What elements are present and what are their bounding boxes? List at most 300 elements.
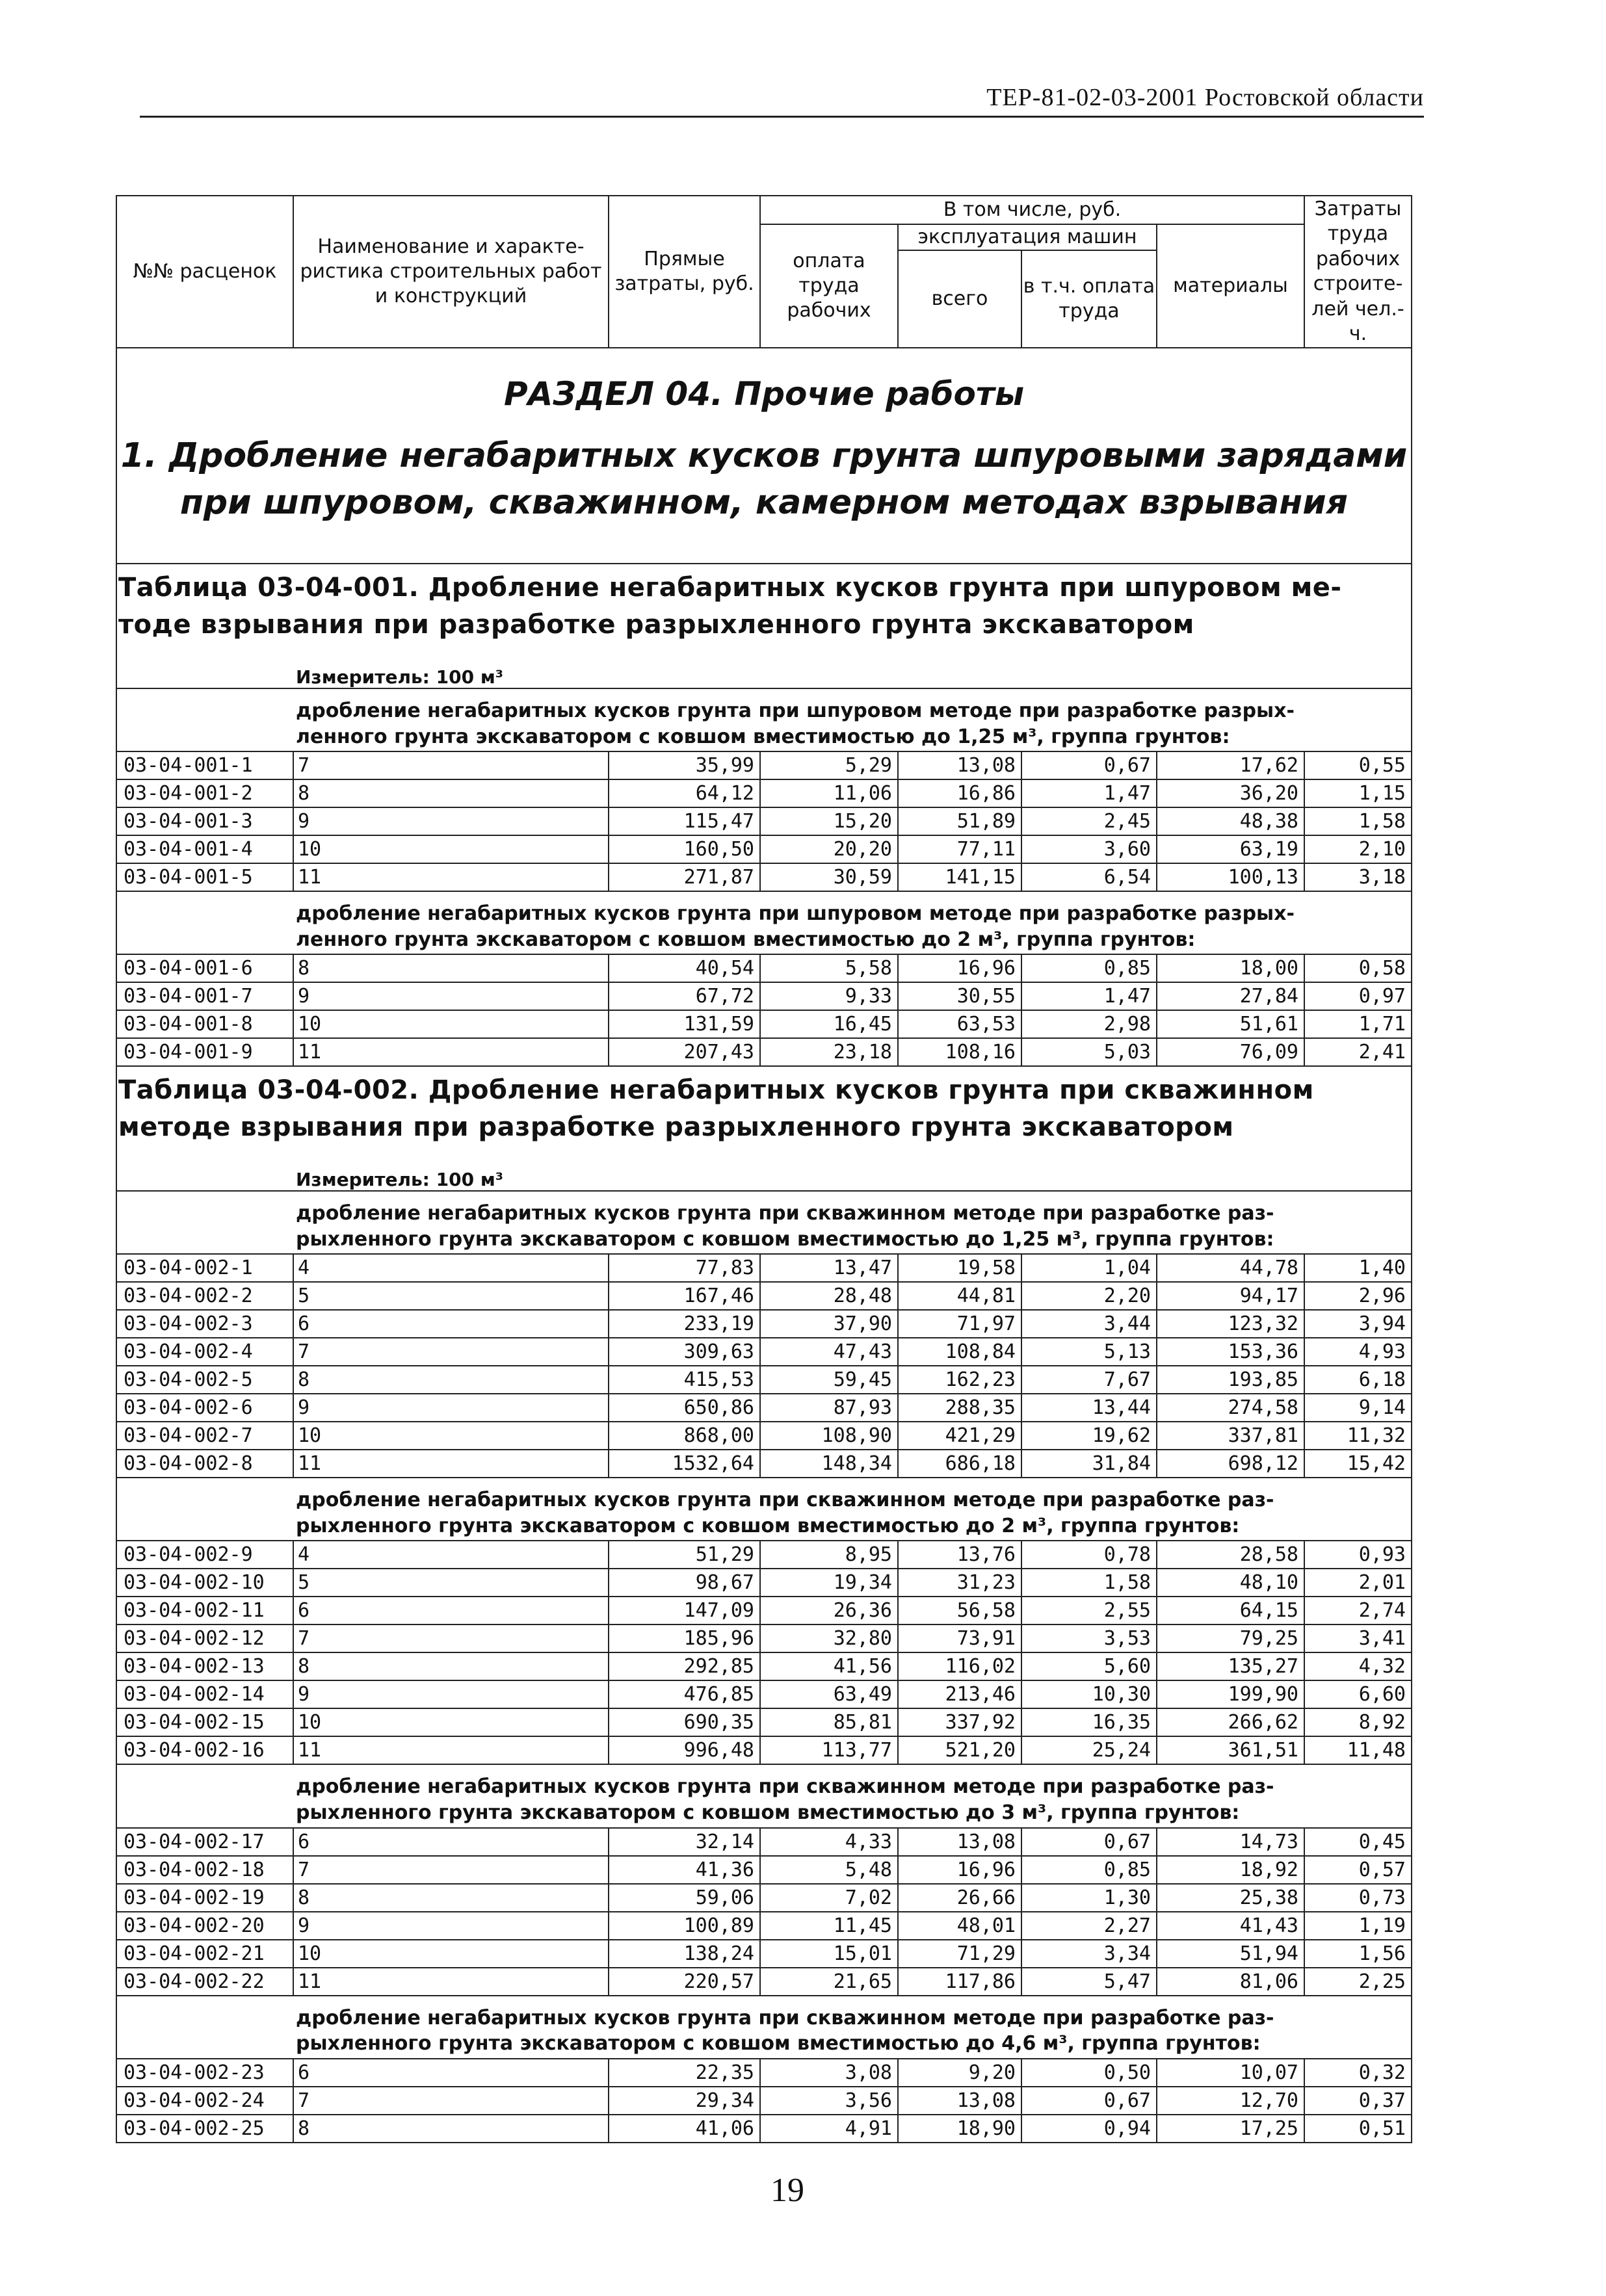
table-row [116,1828,1412,1856]
col-header-direct: Прямые затраты, руб. [609,196,760,348]
soil-group: 6 [293,1310,609,1338]
labor-costs: 2,25 [1304,1968,1412,1996]
header-row [116,196,1412,224]
rate-code: 03-04-002-19 [116,1884,293,1912]
direct-costs: 32,14 [609,1828,760,1856]
materials: 41,43 [1157,1912,1304,1940]
machines-total: 521,20 [898,1736,1021,1764]
soil-group: 6 [293,2059,609,2087]
machines-total: 71,29 [898,1940,1021,1968]
machines-total: 13,08 [898,2087,1021,2115]
machines-total: 337,92 [898,1708,1021,1736]
rate-code: 03-04-002-12 [116,1624,293,1652]
labor-pay: 15,01 [760,1940,898,1968]
materials: 48,10 [1157,1569,1304,1597]
rate-code: 03-04-002-2 [116,1282,293,1310]
table-row [116,2115,1412,2143]
labor-pay: 20,20 [760,835,898,863]
rate-code: 03-04-001-5 [116,863,293,891]
labor-costs: 6,18 [1304,1366,1412,1394]
meter [116,1155,1412,1191]
soil-group: 4 [293,1254,609,1282]
rate-code: 03-04-002-14 [116,1680,293,1708]
subsection-title-line2: при шпуровом, скважинном, камерном методах взрывания [179,483,1349,523]
table-row [116,1652,1412,1680]
rate-code: 03-04-001-3 [116,807,293,835]
table-row [116,1366,1412,1394]
header-rule [140,116,1424,118]
machines-labor-pay: 3,44 [1021,1310,1157,1338]
table-row [116,2059,1412,2087]
materials: 18,00 [1157,954,1304,982]
direct-costs: 271,87 [609,863,760,891]
materials: 64,15 [1157,1597,1304,1624]
labor-pay: 87,93 [760,1394,898,1422]
table-row [116,1010,1412,1038]
direct-costs: 29,34 [609,2087,760,2115]
direct-costs: 220,57 [609,1968,760,1996]
labor-pay: 5,48 [760,1856,898,1884]
soil-group: 8 [293,2115,609,2143]
materials: 153,36 [1157,1338,1304,1366]
materials: 100,13 [1157,863,1304,891]
machines-total: 26,66 [898,1884,1021,1912]
materials: 79,25 [1157,1624,1304,1652]
machines-labor-pay: 1,47 [1021,982,1157,1010]
machines-total: 213,46 [898,1680,1021,1708]
labor-pay: 13,47 [760,1254,898,1282]
col-header-name: Наименование и характе-ристика строительных работ и конструкций [293,196,609,348]
table-row [116,1038,1412,1066]
soil-group: 6 [293,1828,609,1856]
materials: 94,17 [1157,1282,1304,1310]
machines-labor-pay: 6,54 [1021,863,1157,891]
materials: 135,27 [1157,1652,1304,1680]
machines-labor-pay: 2,45 [1021,807,1157,835]
direct-costs: 138,24 [609,1940,760,1968]
soil-group: 7 [293,751,609,779]
soil-group: 5 [293,1282,609,1310]
labor-pay: 32,80 [760,1624,898,1652]
labor-pay: 3,08 [760,2059,898,2087]
labor-costs: 0,55 [1304,751,1412,779]
labor-pay: 9,33 [760,982,898,1010]
soil-group: 8 [293,1366,609,1394]
labor-pay: 5,29 [760,751,898,779]
machines-labor-pay: 3,60 [1021,835,1157,863]
machines-labor-pay: 3,53 [1021,1624,1157,1652]
direct-costs: 100,89 [609,1912,760,1940]
rate-code: 03-04-002-22 [116,1968,293,1996]
table-row [116,954,1412,982]
machines-total: 288,35 [898,1394,1021,1422]
machines-labor-pay: 2,27 [1021,1912,1157,1940]
machines-total: 44,81 [898,1282,1021,1310]
machines-total: 117,86 [898,1968,1021,1996]
labor-pay: 113,77 [760,1736,898,1764]
labor-pay: 4,91 [760,2115,898,2143]
machines-labor-pay: 1,30 [1021,1884,1157,1912]
table-row [116,1541,1412,1569]
table-row [116,1736,1412,1764]
machines-total: 56,58 [898,1597,1021,1624]
direct-costs: 476,85 [609,1680,760,1708]
direct-costs: 996,48 [609,1736,760,1764]
direct-costs: 35,99 [609,751,760,779]
direct-costs: 98,67 [609,1569,760,1597]
machines-labor-pay: 0,85 [1021,1856,1157,1884]
machines-labor-pay: 5,47 [1021,1968,1157,1996]
group-title-line1: дробление негабаритных кусков грунта при скважинном методе при разработке раз- [296,1201,1274,1225]
machines-labor-pay: 31,84 [1021,1450,1157,1478]
col-header-machines: эксплуатация машин [898,224,1157,250]
labor-pay: 4,33 [760,1828,898,1856]
table-title-line2: тоде взрывания при разработке разрыхленного грунта экскаватором [118,610,1194,640]
table-title-line1: Таблица 03-04-002. Дробление негабаритных кусков грунта при скважинном [118,1075,1314,1106]
rate-code: 03-04-002-11 [116,1597,293,1624]
col-header-labor-costs: Затраты труда рабочих строите-лей чел.-ч. [1304,196,1412,348]
labor-pay: 30,59 [760,863,898,891]
rate-code: 03-04-002-4 [116,1338,293,1366]
soil-group: 7 [293,1856,609,1884]
table-row [116,1708,1412,1736]
meter-row [116,1155,1412,1191]
soil-group: 9 [293,1912,609,1940]
labor-costs: 4,93 [1304,1338,1412,1366]
rate-code: 03-04-002-17 [116,1828,293,1856]
labor-costs: 0,58 [1304,954,1412,982]
rate-code: 03-04-002-23 [116,2059,293,2087]
labor-costs: 3,18 [1304,863,1412,891]
labor-costs: 11,48 [1304,1736,1412,1764]
rate-code: 03-04-002-10 [116,1569,293,1597]
table-title-line1: Таблица 03-04-001. Дробление негабаритных кусков грунта при шпуровом ме- [118,573,1342,603]
soil-group: 11 [293,1038,609,1066]
machines-labor-pay: 3,34 [1021,1940,1157,1968]
materials: 193,85 [1157,1366,1304,1394]
materials: 18,92 [1157,1856,1304,1884]
table-row [116,1680,1412,1708]
rate-code: 03-04-001-4 [116,835,293,863]
machines-total: 108,84 [898,1338,1021,1366]
machines-labor-pay: 0,50 [1021,2059,1157,2087]
labor-pay: 63,49 [760,1680,898,1708]
direct-costs: 51,29 [609,1541,760,1569]
group-title-line2: рыхленного грунта экскаватором с ковшом вместимостью до 4,6 м³, группа грунтов: [296,2032,1261,2055]
materials: 81,06 [1157,1968,1304,1996]
table-row [116,1884,1412,1912]
machines-labor-pay: 5,60 [1021,1652,1157,1680]
materials: 698,12 [1157,1450,1304,1478]
meter-row [116,653,1412,688]
table-title-line2: методе взрывания при разработке разрыхленного грунта экскаватором [118,1112,1234,1143]
direct-costs: 650,86 [609,1394,760,1422]
table-row [116,1856,1412,1884]
labor-pay: 148,34 [760,1450,898,1478]
machines-labor-pay: 0,78 [1021,1541,1157,1569]
materials: 17,25 [1157,2115,1304,2143]
direct-costs: 147,09 [609,1597,760,1624]
table-row [116,1968,1412,1996]
labor-pay: 23,18 [760,1038,898,1066]
machines-total: 31,23 [898,1569,1021,1597]
labor-costs: 11,32 [1304,1422,1412,1450]
direct-costs: 233,19 [609,1310,760,1338]
group-title-row [116,688,1412,751]
machines-total: 9,20 [898,2059,1021,2087]
labor-costs: 9,14 [1304,1394,1412,1422]
col-header-materials: материалы [1157,224,1304,348]
machines-labor-pay: 0,85 [1021,954,1157,982]
rate-code: 03-04-001-1 [116,751,293,779]
machines-total: 73,91 [898,1624,1021,1652]
machines-total: 108,16 [898,1038,1021,1066]
group-title-line2: рыхленного грунта экскаватором с ковшом вместимостью до 3 м³, группа грунтов: [296,1801,1240,1824]
materials: 337,81 [1157,1422,1304,1450]
labor-pay: 26,36 [760,1597,898,1624]
machines-total: 141,15 [898,863,1021,891]
labor-pay: 16,45 [760,1010,898,1038]
group-title-row [116,891,1412,954]
direct-costs: 41,06 [609,2115,760,2143]
machines-labor-pay: 5,13 [1021,1338,1157,1366]
subsection-title-line1: 1. Дробление негабаритных кусков грунта шпуровыми зарядами [120,436,1408,476]
soil-group: 7 [293,2087,609,2115]
rate-code: 03-04-002-16 [116,1736,293,1764]
col-header-labor-pay: оплата труда рабочих [760,224,898,348]
direct-costs: 292,85 [609,1652,760,1680]
soil-group: 8 [293,1884,609,1912]
labor-pay: 19,34 [760,1569,898,1597]
rate-code: 03-04-002-13 [116,1652,293,1680]
materials: 274,58 [1157,1394,1304,1422]
labor-costs: 1,19 [1304,1912,1412,1940]
table-row [116,779,1412,807]
rate-code: 03-04-002-15 [116,1708,293,1736]
subsection-title [116,433,1412,564]
materials: 27,84 [1157,982,1304,1010]
direct-costs: 185,96 [609,1624,760,1652]
materials: 14,73 [1157,1828,1304,1856]
materials: 17,62 [1157,751,1304,779]
direct-costs: 67,72 [609,982,760,1010]
soil-group: 11 [293,1450,609,1478]
direct-costs: 131,59 [609,1010,760,1038]
soil-group: 8 [293,779,609,807]
machines-labor-pay: 5,03 [1021,1038,1157,1066]
soil-group: 10 [293,1422,609,1450]
group-title-row [116,1191,1412,1254]
machines-labor-pay: 0,67 [1021,2087,1157,2115]
soil-group: 9 [293,807,609,835]
group-title-line2: ленного грунта экскаватором с ковшом вместимостью до 1,25 м³, группа грунтов: [296,725,1230,748]
machines-labor-pay: 0,94 [1021,2115,1157,2143]
materials: 266,62 [1157,1708,1304,1736]
table-row [116,863,1412,891]
table-row [116,807,1412,835]
group-title-row [116,1478,1412,1541]
group-title-line1: дробление негабаритных кусков грунта при скважинном методе при разработке раз- [296,1775,1274,1799]
table-row [116,1254,1412,1282]
materials: 48,38 [1157,807,1304,835]
rate-code: 03-04-002-5 [116,1366,293,1394]
machines-labor-pay: 1,04 [1021,1254,1157,1282]
soil-group: 8 [293,954,609,982]
rates-table-body [116,196,1412,2143]
machines-labor-pay: 13,44 [1021,1394,1157,1422]
labor-pay: 85,81 [760,1708,898,1736]
machines-labor-pay: 1,58 [1021,1569,1157,1597]
group-title [116,891,1412,954]
materials: 51,61 [1157,1010,1304,1038]
labor-costs: 1,71 [1304,1010,1412,1038]
labor-pay: 21,65 [760,1968,898,1996]
soil-group: 6 [293,1597,609,1624]
table-row [116,835,1412,863]
group-title-line1: дробление негабаритных кусков грунта при шпуровом методе при разработке разрых- [296,902,1295,926]
direct-costs: 41,36 [609,1856,760,1884]
materials: 36,20 [1157,779,1304,807]
machines-total: 13,76 [898,1541,1021,1569]
machines-labor-pay: 19,62 [1021,1422,1157,1450]
rate-code: 03-04-002-3 [116,1310,293,1338]
machines-total: 19,58 [898,1254,1021,1282]
labor-costs: 2,74 [1304,1597,1412,1624]
machines-total: 77,11 [898,835,1021,863]
labor-pay: 37,90 [760,1310,898,1338]
table-row [116,1310,1412,1338]
machines-total: 16,86 [898,779,1021,807]
labor-costs: 1,58 [1304,807,1412,835]
direct-costs: 77,83 [609,1254,760,1282]
machines-labor-pay: 2,98 [1021,1010,1157,1038]
group-title-line1: дробление негабаритных кусков грунта при скважинном методе при разработке раз- [296,2006,1274,2029]
subsection-title-row [116,433,1412,564]
labor-costs: 2,10 [1304,835,1412,863]
materials: 44,78 [1157,1254,1304,1282]
group-title-line1: дробление негабаритных кусков грунта при шпуровом методе при разработке разрых- [296,699,1295,722]
labor-costs: 0,93 [1304,1541,1412,1569]
machines-labor-pay: 2,55 [1021,1597,1157,1624]
machines-total: 13,08 [898,1828,1021,1856]
labor-costs: 0,57 [1304,1856,1412,1884]
soil-group: 5 [293,1569,609,1597]
table-row [116,1450,1412,1478]
labor-costs: 0,37 [1304,2087,1412,2115]
table-row [116,1597,1412,1624]
rates-table [116,195,1412,2143]
direct-costs: 415,53 [609,1366,760,1394]
materials: 63,19 [1157,835,1304,863]
col-header-machines-labor: в т.ч. оплата труда [1021,250,1157,348]
machines-total: 16,96 [898,1856,1021,1884]
direct-costs: 160,50 [609,835,760,863]
group-title-line2: ленного грунта экскаватором с ковшом вместимостью до 2 м³, группа грунтов: [296,928,1196,951]
materials: 28,58 [1157,1541,1304,1569]
machines-total: 48,01 [898,1912,1021,1940]
table-row [116,1282,1412,1310]
machines-labor-pay: 25,24 [1021,1736,1157,1764]
labor-costs: 3,94 [1304,1310,1412,1338]
group-title-row [116,1764,1412,1827]
col-header-code: №№ расценок [116,196,293,348]
machines-total: 63,53 [898,1010,1021,1038]
labor-pay: 59,45 [760,1366,898,1394]
group-title [116,1191,1412,1254]
materials: 123,32 [1157,1310,1304,1338]
rate-code: 03-04-002-9 [116,1541,293,1569]
labor-costs: 2,96 [1304,1282,1412,1310]
rate-code: 03-04-002-1 [116,1254,293,1282]
group-title-line1: дробление негабаритных кусков грунта при скважинном методе при разработке раз- [296,1489,1274,1512]
labor-pay: 41,56 [760,1652,898,1680]
labor-pay: 108,90 [760,1422,898,1450]
materials: 10,07 [1157,2059,1304,2087]
rate-code: 03-04-002-20 [116,1912,293,1940]
labor-pay: 5,58 [760,954,898,982]
table-row [116,2087,1412,2115]
labor-pay: 8,95 [760,1541,898,1569]
page-number: 19 [770,2172,804,2209]
labor-costs: 1,56 [1304,1940,1412,1968]
labor-pay: 15,20 [760,807,898,835]
direct-costs: 22,35 [609,2059,760,2087]
section-title-row [116,348,1412,433]
soil-group: 10 [293,1010,609,1038]
labor-costs: 4,32 [1304,1652,1412,1680]
direct-costs: 64,12 [609,779,760,807]
soil-group: 10 [293,1708,609,1736]
soil-group: 8 [293,1652,609,1680]
soil-group: 9 [293,1680,609,1708]
col-header-incl: В том числе, руб. [760,196,1304,224]
machines-total: 13,08 [898,751,1021,779]
machines-labor-pay: 0,67 [1021,1828,1157,1856]
soil-group: 7 [293,1624,609,1652]
direct-costs: 690,35 [609,1708,760,1736]
direct-costs: 59,06 [609,1884,760,1912]
rate-code: 03-04-002-8 [116,1450,293,1478]
direct-costs: 115,47 [609,807,760,835]
table-row [116,1569,1412,1597]
direct-costs: 167,46 [609,1282,760,1310]
direct-costs: 40,54 [609,954,760,982]
group-title [116,688,1412,751]
rate-code: 03-04-001-6 [116,954,293,982]
machines-labor-pay: 1,47 [1021,779,1157,807]
group-title [116,1996,1412,2059]
table-row [116,751,1412,779]
materials: 76,09 [1157,1038,1304,1066]
soil-group: 11 [293,863,609,891]
soil-group: 4 [293,1541,609,1569]
table-title-row [116,1066,1412,1155]
labor-pay: 11,45 [760,1912,898,1940]
rate-code: 03-04-002-6 [116,1394,293,1422]
labor-costs: 0,97 [1304,982,1412,1010]
labor-costs: 8,92 [1304,1708,1412,1736]
rate-code: 03-04-002-18 [116,1856,293,1884]
soil-group: 10 [293,1940,609,1968]
labor-costs: 0,73 [1304,1884,1412,1912]
soil-group: 10 [293,835,609,863]
rate-code: 03-04-001-2 [116,779,293,807]
table-title [116,564,1412,653]
group-title [116,1764,1412,1827]
labor-pay: 47,43 [760,1338,898,1366]
machines-total: 18,90 [898,2115,1021,2143]
machines-total: 421,29 [898,1422,1021,1450]
